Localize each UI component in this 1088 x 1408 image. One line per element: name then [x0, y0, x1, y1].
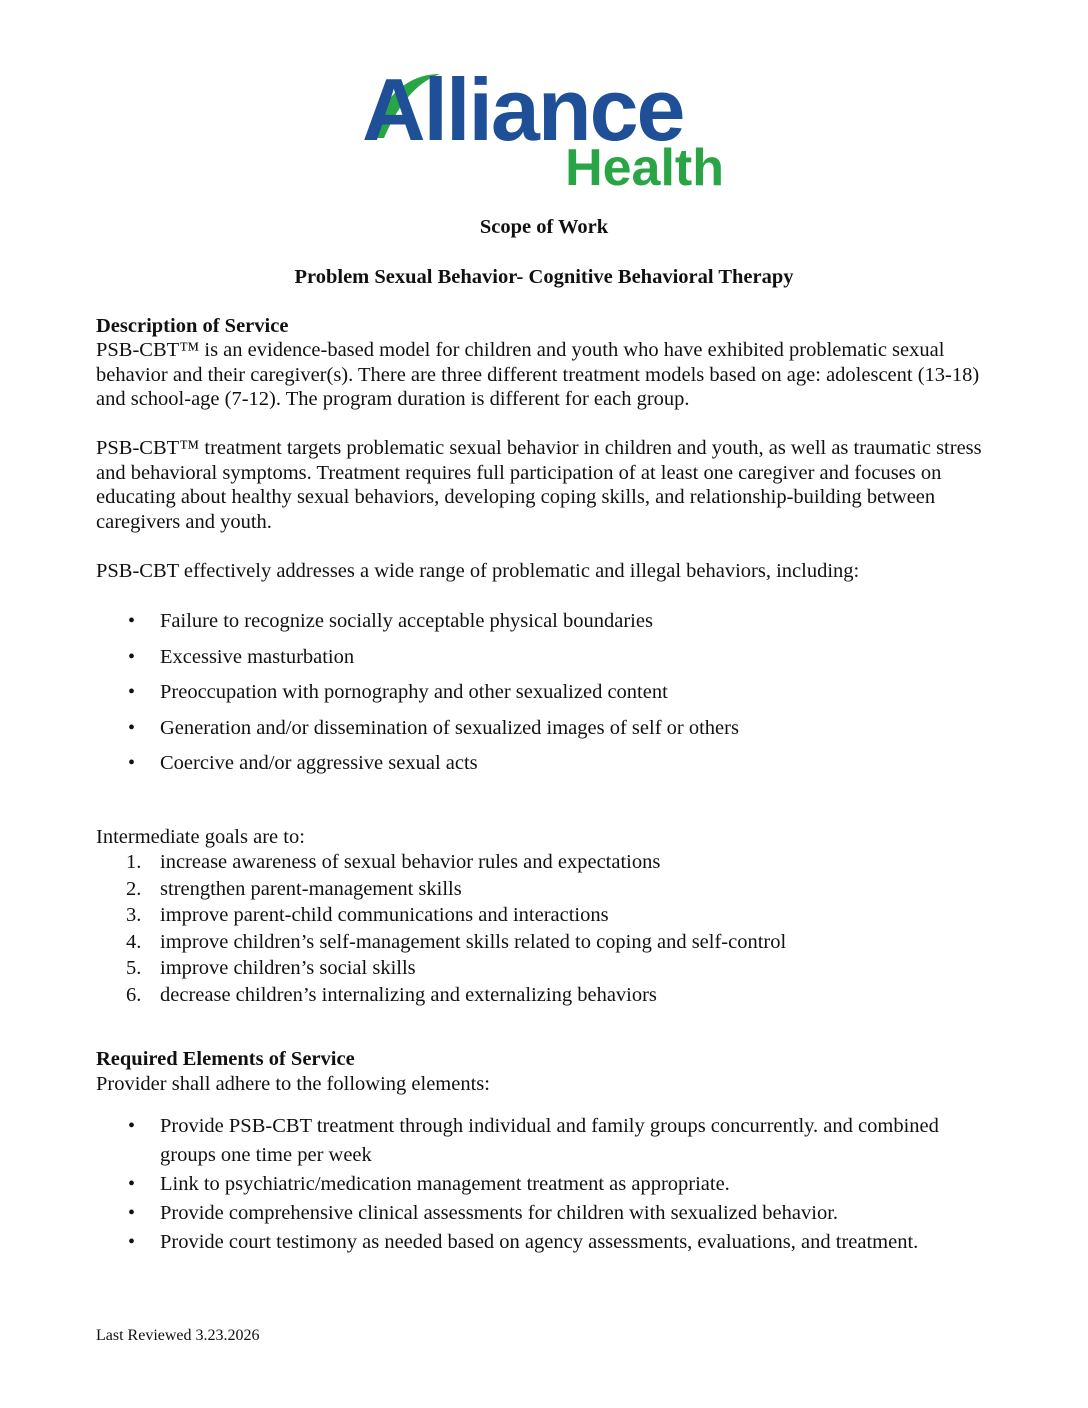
list-item [96, 930, 996, 957]
list-item [96, 877, 996, 904]
logo-wordmark: Alliance [362, 60, 684, 159]
description-paragraph-2: PSB-CBT™ treatment targets problematic sexual behavior in children and youth, as well as traumatic stress and behavioral symptoms. Treatment requires full participation of at least one caregiver and focuses on educating about healthy sexual behaviors, developing coping skills, and relationship-building between caregivers and youth. [96, 437, 982, 533]
list-item: • Generation and/or dissemination of sexualized images of self or others [96, 716, 996, 752]
behaviors-list [96, 609, 996, 787]
list-text: increase awareness of sexual behavior rules and expectations [160, 851, 661, 873]
list-item: • Provide PSB-CBT treatment through individual and family groups concurrently. and combined groups one time per week [96, 1112, 996, 1170]
list-item: • Provide court testimony as needed based on agency assessments, evaluations, and treatment. [96, 1228, 996, 1257]
list-number: 6. [126, 983, 142, 1006]
goals-list [96, 850, 996, 1009]
list-item [96, 956, 996, 983]
list-item: • Coercive and/or aggressive sexual acts [96, 751, 996, 787]
list-item: • Link to psychiatric/medication management treatment as appropriate. [96, 1170, 996, 1199]
goals-intro: Intermediate goals are to: [96, 826, 305, 848]
required-intro: Provider shall adhere to the following elements: [96, 1073, 490, 1095]
list-text: strengthen parent-management skills [160, 877, 462, 900]
logo-health-text: Health [565, 139, 724, 197]
list-item: • Preoccupation with pornography and other sexualized content [96, 680, 996, 716]
page-subtitle: Problem Sexual Behavior- Cognitive Behavioral Therapy [294, 266, 794, 288]
list-text: improve parent-child communications and interactions [160, 904, 609, 926]
alliance-health-logo [362, 60, 728, 197]
description-paragraph-1: PSB-CBT™ is an evidence-based model for children and youth who have exhibited problematic sexual behavior and their caregiver(s). There are three different treatment models based on age: adolescent (13-18) and school-age (7-12). The program duration is different for each group. [96, 339, 980, 410]
description-heading: Description of Service [96, 315, 289, 337]
required-heading: Required Elements of Service [96, 1048, 355, 1070]
required-list [96, 1112, 996, 1257]
list-text: improve children’s self-management skills related to coping and self-control [160, 930, 787, 953]
description-paragraph-3: PSB-CBT effectively addresses a wide range of problematic and illegal behaviors, including: [96, 560, 860, 582]
list-item: • Excessive masturbation [96, 645, 996, 681]
list-text: decrease children’s internalizing and externalizing behaviors [160, 983, 657, 1006]
list-number: 4. [126, 930, 142, 953]
list-text: improve children’s social skills [160, 957, 416, 979]
page-title: Scope of Work [479, 216, 609, 238]
list-number: 1. [126, 851, 142, 873]
list-item [96, 983, 996, 1010]
list-item [96, 903, 996, 930]
list-number: 5. [126, 957, 142, 979]
list-number: 3. [126, 904, 142, 926]
last-reviewed-footer: Last Reviewed 3.23.2026 [96, 1327, 260, 1344]
list-item [96, 850, 996, 877]
list-number: 2. [126, 877, 142, 900]
list-item: • Failure to recognize socially acceptable physical boundaries [96, 609, 996, 645]
list-item: • Provide comprehensive clinical assessments for children with sexualized behavior. [96, 1199, 996, 1228]
